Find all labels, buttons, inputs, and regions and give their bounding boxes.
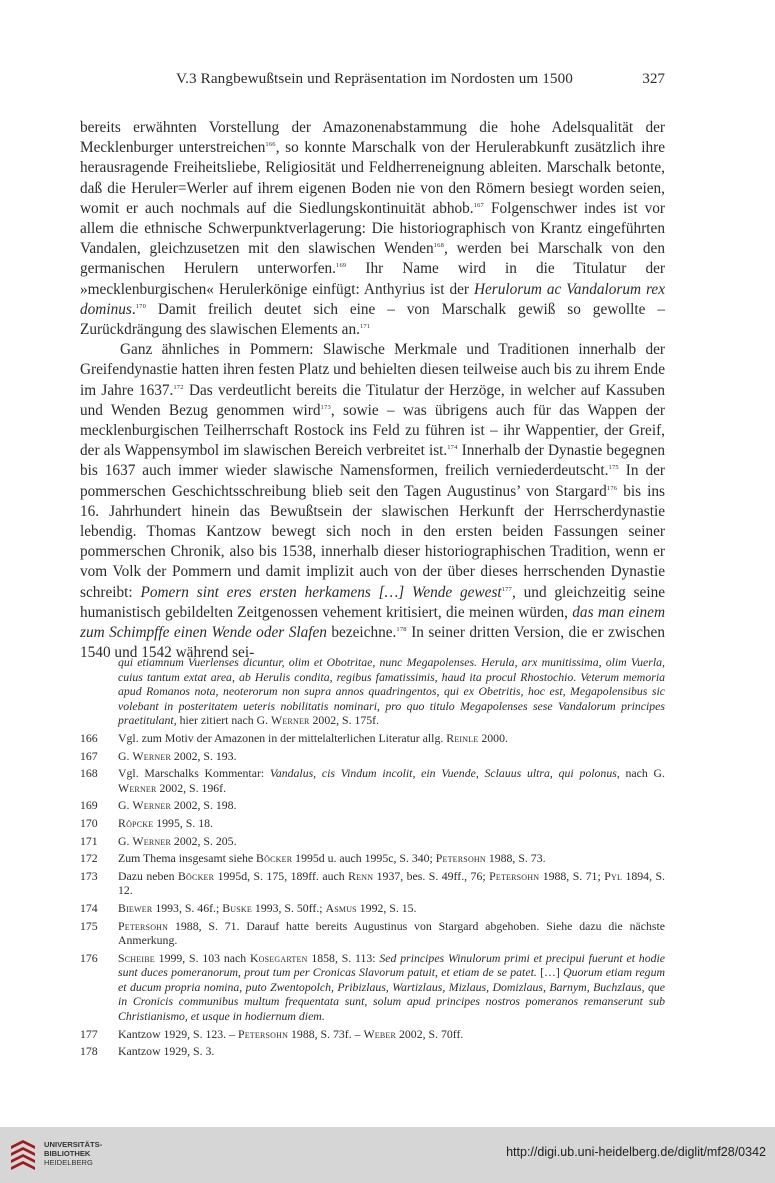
footnote-168: 168 Vgl. Marschalks Kommentar: Vandalus, cis Vindum incolit, ein Vuende, Sclauus ultra, qui polonus, nach G. Werner 2002, S. 196f. (80, 766, 666, 795)
logo-chevron-4 (11, 1161, 35, 1170)
footnote-173: 173 Dazu neben Böcker 1995d, S. 175, 189ff. auch Renn 1937, bes. S. 49ff., 76; Petersohn 1988, S. 71; Pyl 1894, S. 12. (80, 868, 665, 898)
footnote-ref-172[interactable]: 172 (173, 383, 184, 391)
footnote-ref-173[interactable]: 173 (320, 403, 331, 411)
running-title: V.3 Rangbewußtsein und Repräsentation im Nordosten um 1500 (176, 70, 573, 87)
footnote-ref-168[interactable]: 168 (433, 242, 445, 250)
footnote-ref-166[interactable]: 166 (265, 141, 276, 149)
footnote-178: 178 Kantzow 1929, S. 3. (80, 1044, 215, 1059)
footnote-ref-177[interactable]: 177 (501, 585, 513, 593)
footnote-ref-175[interactable]: 175 (608, 464, 619, 472)
main-text (80, 118, 665, 663)
footnote-169: 169 G. Werner 2002, S. 198. (80, 798, 237, 813)
footnote-ref-178[interactable]: 178 (396, 626, 407, 634)
footnote-171: 171 G. Werner 2002, S. 205. (80, 833, 237, 848)
footnote-170: 170 Röpcke 1995, S. 18. (80, 815, 213, 830)
footnote-166: 166 Vgl. zum Motiv der Amazonen in der mittelalterlichen Literatur allg. Reinle 2000. (80, 730, 508, 745)
paragraph-1: bereits erwähnten Vorstellung der Amazonenabstammung die hohe Adelsqualität der Mecklenburger unterstreichen$^{166}$, so konnte Marschalk von der Herulerabkunft zusätzlich ihre herausragende Freiheitsliebe, Religiosität und Feldherreneignung ableiten. Marschalk betonte, daß die Heruler=Werler auf ihrem eigenen Boden nie von den Römern besiegt worden seien, womit er auch nochmals auf die Siedlungskontinuität abhob.$^{167}$ Folgenschwer indes ist vor allem die ethnische Schwerpunktverlagerung: Die historiographisch von Krantz eingeführten Vandalen, gleichzusetzen mit den slawischen Wenden$^{168}$, werden bei Marschalk von den germanischen Herulern unterworfen.$^{169}$ Ihr Name wird in die Titulatur der »mecklenburgischen« Herulerkönige einfügt: Anthyrius ist der Herulorum ac Vandalorum rex dominus.$^{170}$ Damit freilich deutet sich eine – von Marschalk gewiß so gewollte – Zurückdrängung des slawischen Elements an.$^{171}$ (80, 119, 665, 339)
footnote-177: 177 Kantzow 1929, S. 123. – Petersohn 1988, S. 73f. – Weber 2002, S. 70ff. (80, 1026, 464, 1041)
footnote-176: 176 Scheibe 1999, S. 103 nach Kosegarten 1858, S. 113: Sed principes Winulorum primi et precipui fuerunt et hodie sunt duces pomeranorum, prout tum per Cronicas Slavorum patuit, et etiam de se patet. […] Quorum etiam regum et ducum propria nomina, puto Zwentopolch, Pribizlaus, Wartizlaus, Mizlaus, Domizlaus, Barnym, Buchzlaus, que in Cronicis communibus multum frequentata sunt, solum apud principes nostros pomeranos remanserunt sub Christianismo, et usque in hodiernum diem. (80, 950, 666, 1024)
paragraph-2: Ganz ähnliches in Pommern: Slawische Merkmale und Traditionen innerhalb der Greifendynastie hatten ihren festen Platz und behielten diesen teilweise auch bis zu ihrem Ende im Jahre 1637.$^{172}$ Das verdeutlicht bereits die Titulatur der Herzöge, in welcher auf Kassuben und Wenden Bezug genommen wird$^{173}$, sowie – was übrigens auch für das Wappen der mecklenburgischen Teilherrschaft Rostock ins Feld zu führen ist – ihr Wappentier, der Greif, der als Wappensymbol im slawischen Bereich verbreitet ist.$^{174}$ Innerhalb der Dynastie begegnen bis 1637 auch immer wieder slawische Namensformen, freilich verniederdeutscht.$^{175}$ In der pommerschen Geschichtsschreibung blieb seit den Tagen Augustinus’ von Stargard$^{176}$ bis ins 16. Jahrhundert hinein das Bewußtsein der slawischen Herkunft der Herrscherdynastie lebendig. Thomas Kantzow bewegt sich noch in den ersten beiden Fassungen seiner pommerschen Chronik, also bis 1538, innerhalb dieser historiographischen Tradition, wenn er vom Volk der Pommern und damit implizit auch von der über dieses herrschenden Dynastie schreibt: Pomern sint eres ersten herkamens […] Wende gewest$^{177}$, und gleichzeitig seine humanistisch gebildelten Zeitgenossen vehement kritisiert, die meinen würden, das man einem zum Schimpffe einen Wende oder Slafen bezeichne.$^{178}$ In seiner dritten Version, die er zwischen 1540 und 1542 während sei- (80, 341, 666, 662)
page-header (80, 68, 665, 90)
footnote-172: 172 Zum Thema insgesamt siehe Böcker 1995d u. auch 1995c, S. 340; Petersohn 1988, S. 73. (80, 851, 546, 866)
footnote-ref-171[interactable]: 171 (359, 323, 371, 331)
footnote-ref-167[interactable]: 167 (473, 201, 484, 209)
footnote-167: 167 G. Werner 2002, S. 193. (80, 748, 237, 763)
footnote-ref-169[interactable]: 169 (336, 262, 347, 270)
footnote-165-continuation: qui etiamnum Vuerlenses dicuntur, olim et Obotritae, nunc Megapolenses. Herula, arx munitissima, olim Vuerla, cuius tantum extat area, ab Herulis condita, regibus famatissimis, haud ita procul Rhostochio. Veterum memoria apud Romanos nota, neoterorum non supra annos quadringentos, qui ex Obetritis, hoc est, Megapolensibus sic volebant in posteritatem ueteris nobilitatis nominari, pro quo titulo Megapolenses sese Vandalorum principes praetitulant, hier zitiert nach G. Werner 2002, S. 175f. (118, 655, 665, 728)
library-name: UNIVERSITÄTS- BIBLIOTHEK HEIDELBERG (44, 1140, 103, 1167)
page-number: 327 (642, 70, 665, 87)
footnotes (80, 655, 665, 1062)
footer-bar (0, 1127, 775, 1183)
footnote-175: 175 Petersohn 1988, S. 71. Darauf hatte bereits Augustinus von Stargard abgehoben. Siehe dazu die nächste Anmerkung. (80, 918, 665, 948)
source-url-link[interactable]: http://digi.ub.uni-heidelberg.de/diglit/mf28/0342 (506, 1145, 766, 1159)
university-library-logo-icon (9, 1138, 37, 1172)
footnote-174: 174 Biewer 1993, S. 46f.; Buske 1993, S. 50ff.; Asmus 1992, S. 15. (80, 900, 417, 915)
footnote-ref-176[interactable]: 176 (606, 484, 618, 492)
footnote-ref-174[interactable]: 174 (447, 444, 458, 452)
footnote-ref-170[interactable]: 170 (135, 302, 147, 310)
